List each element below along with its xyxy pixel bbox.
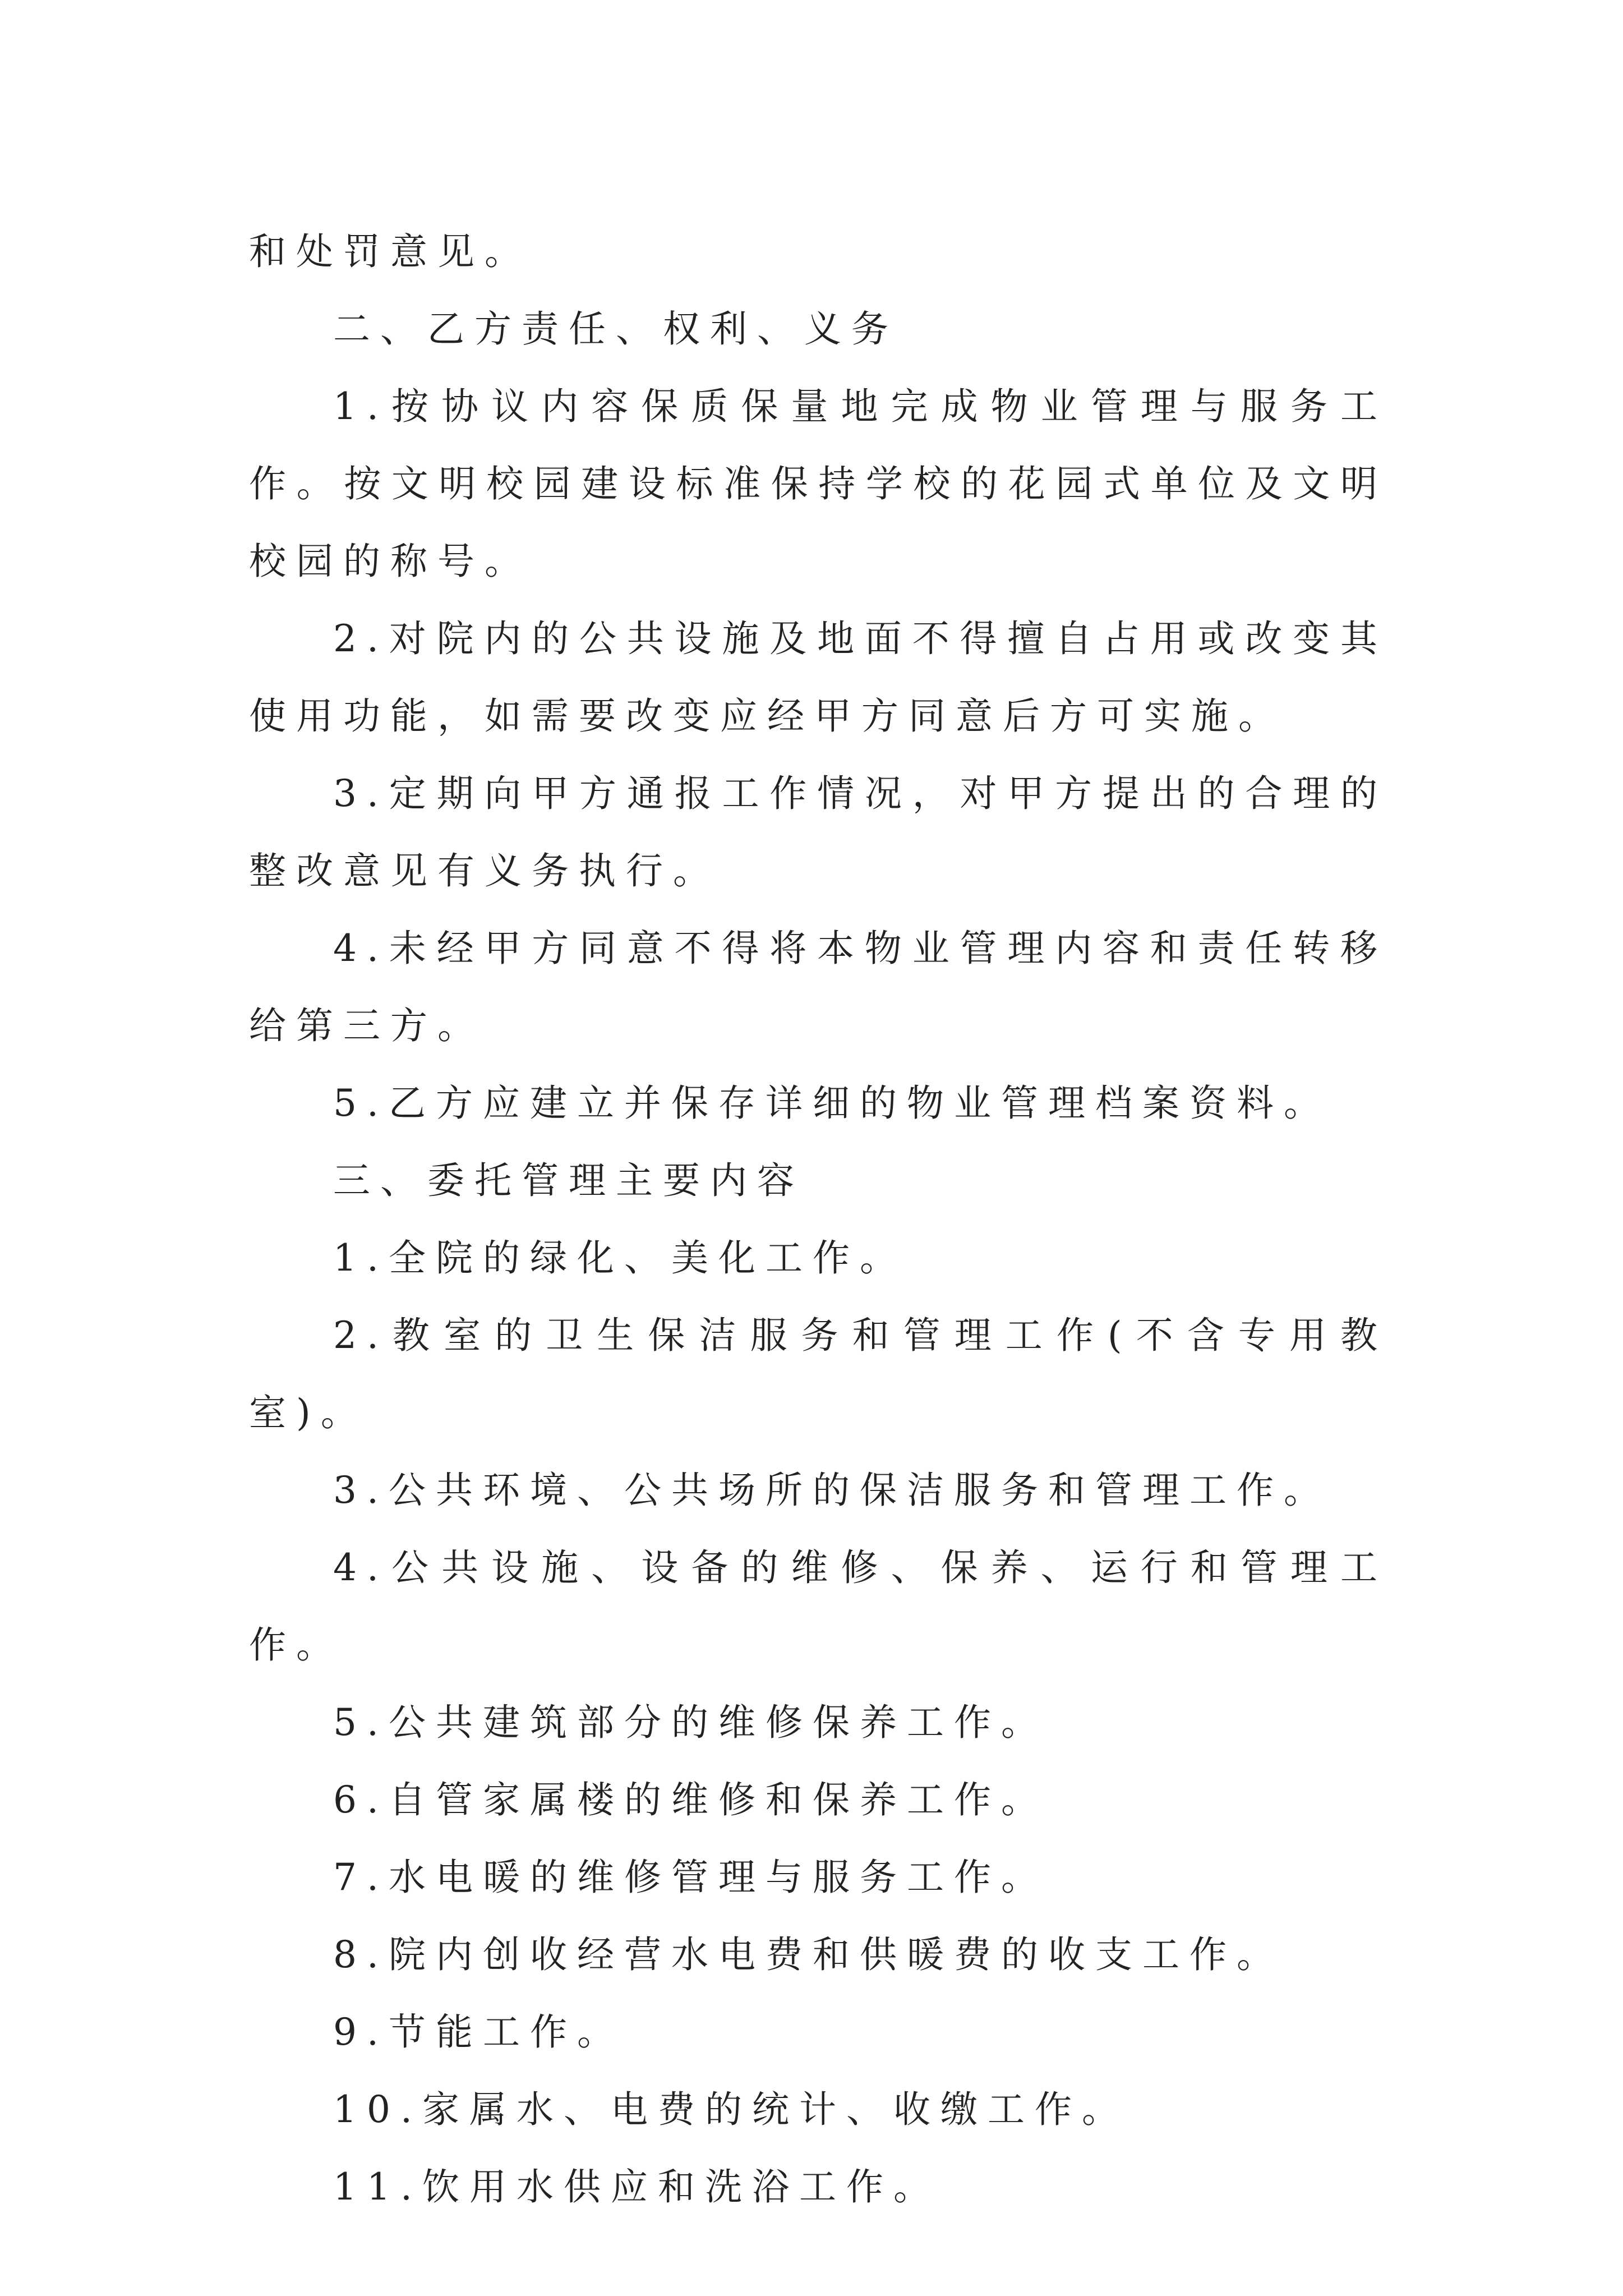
list-item: 4.公共设施、设备的维修、保养、运行和管理工作。 (249, 1546, 1387, 1667)
list-item: 2.对院内的公共设施及地面不得擅自占用或改变其使用功能，如需要改变应经甲方同意后方可实施。 (249, 617, 1387, 738)
list-item: 1.全院的绿化、美化工作。 (333, 1236, 907, 1280)
list-item: 8.院内创收经营水电费和供暖费的收支工作。 (333, 1933, 1284, 1976)
list-item: 5.公共建筑部分的维修保养工作。 (333, 1701, 1048, 1744)
list-item: 3.公共环境、公共场所的保洁服务和管理工作。 (333, 1469, 1331, 1512)
list-item: 6.自管家属楼的维修和保养工作。 (333, 1778, 1048, 1821)
paragraph-continuation: 和处罚意见。 (249, 230, 532, 273)
list-item: 11.饮用水供应和洗浴工作。 (333, 2165, 940, 2208)
list-item: 5.乙方应建立并保存详细的物业管理档案资料。 (333, 1082, 1331, 1125)
document-body (249, 213, 1387, 2226)
list-item: 10.家属水、电费的统计、收缴工作。 (333, 2088, 1129, 2131)
list-item: 3.定期向甲方通报工作情况，对甲方提出的合理的整改意见有义务执行。 (249, 772, 1387, 892)
list-item: 1.按协议内容保质保量地完成物业管理与服务工作。按文明校园建设标准保持学校的花园式单位及文明校园的称号。 (249, 385, 1387, 583)
list-item: 9.节能工作。 (333, 2010, 624, 2054)
list-item: 2.教室的卫生保洁服务和管理工作(不含专用教室)。 (249, 1314, 1387, 1434)
section-heading-3: 三、委托管理主要内容 (333, 1159, 804, 1202)
list-item: 4.未经甲方同意不得将本物业管理内容和责任转移给第三方。 (249, 927, 1387, 1047)
section-heading-2: 二、乙方责任、权利、义务 (333, 307, 898, 351)
list-item: 7.水电暖的维修管理与服务工作。 (333, 1856, 1048, 1899)
